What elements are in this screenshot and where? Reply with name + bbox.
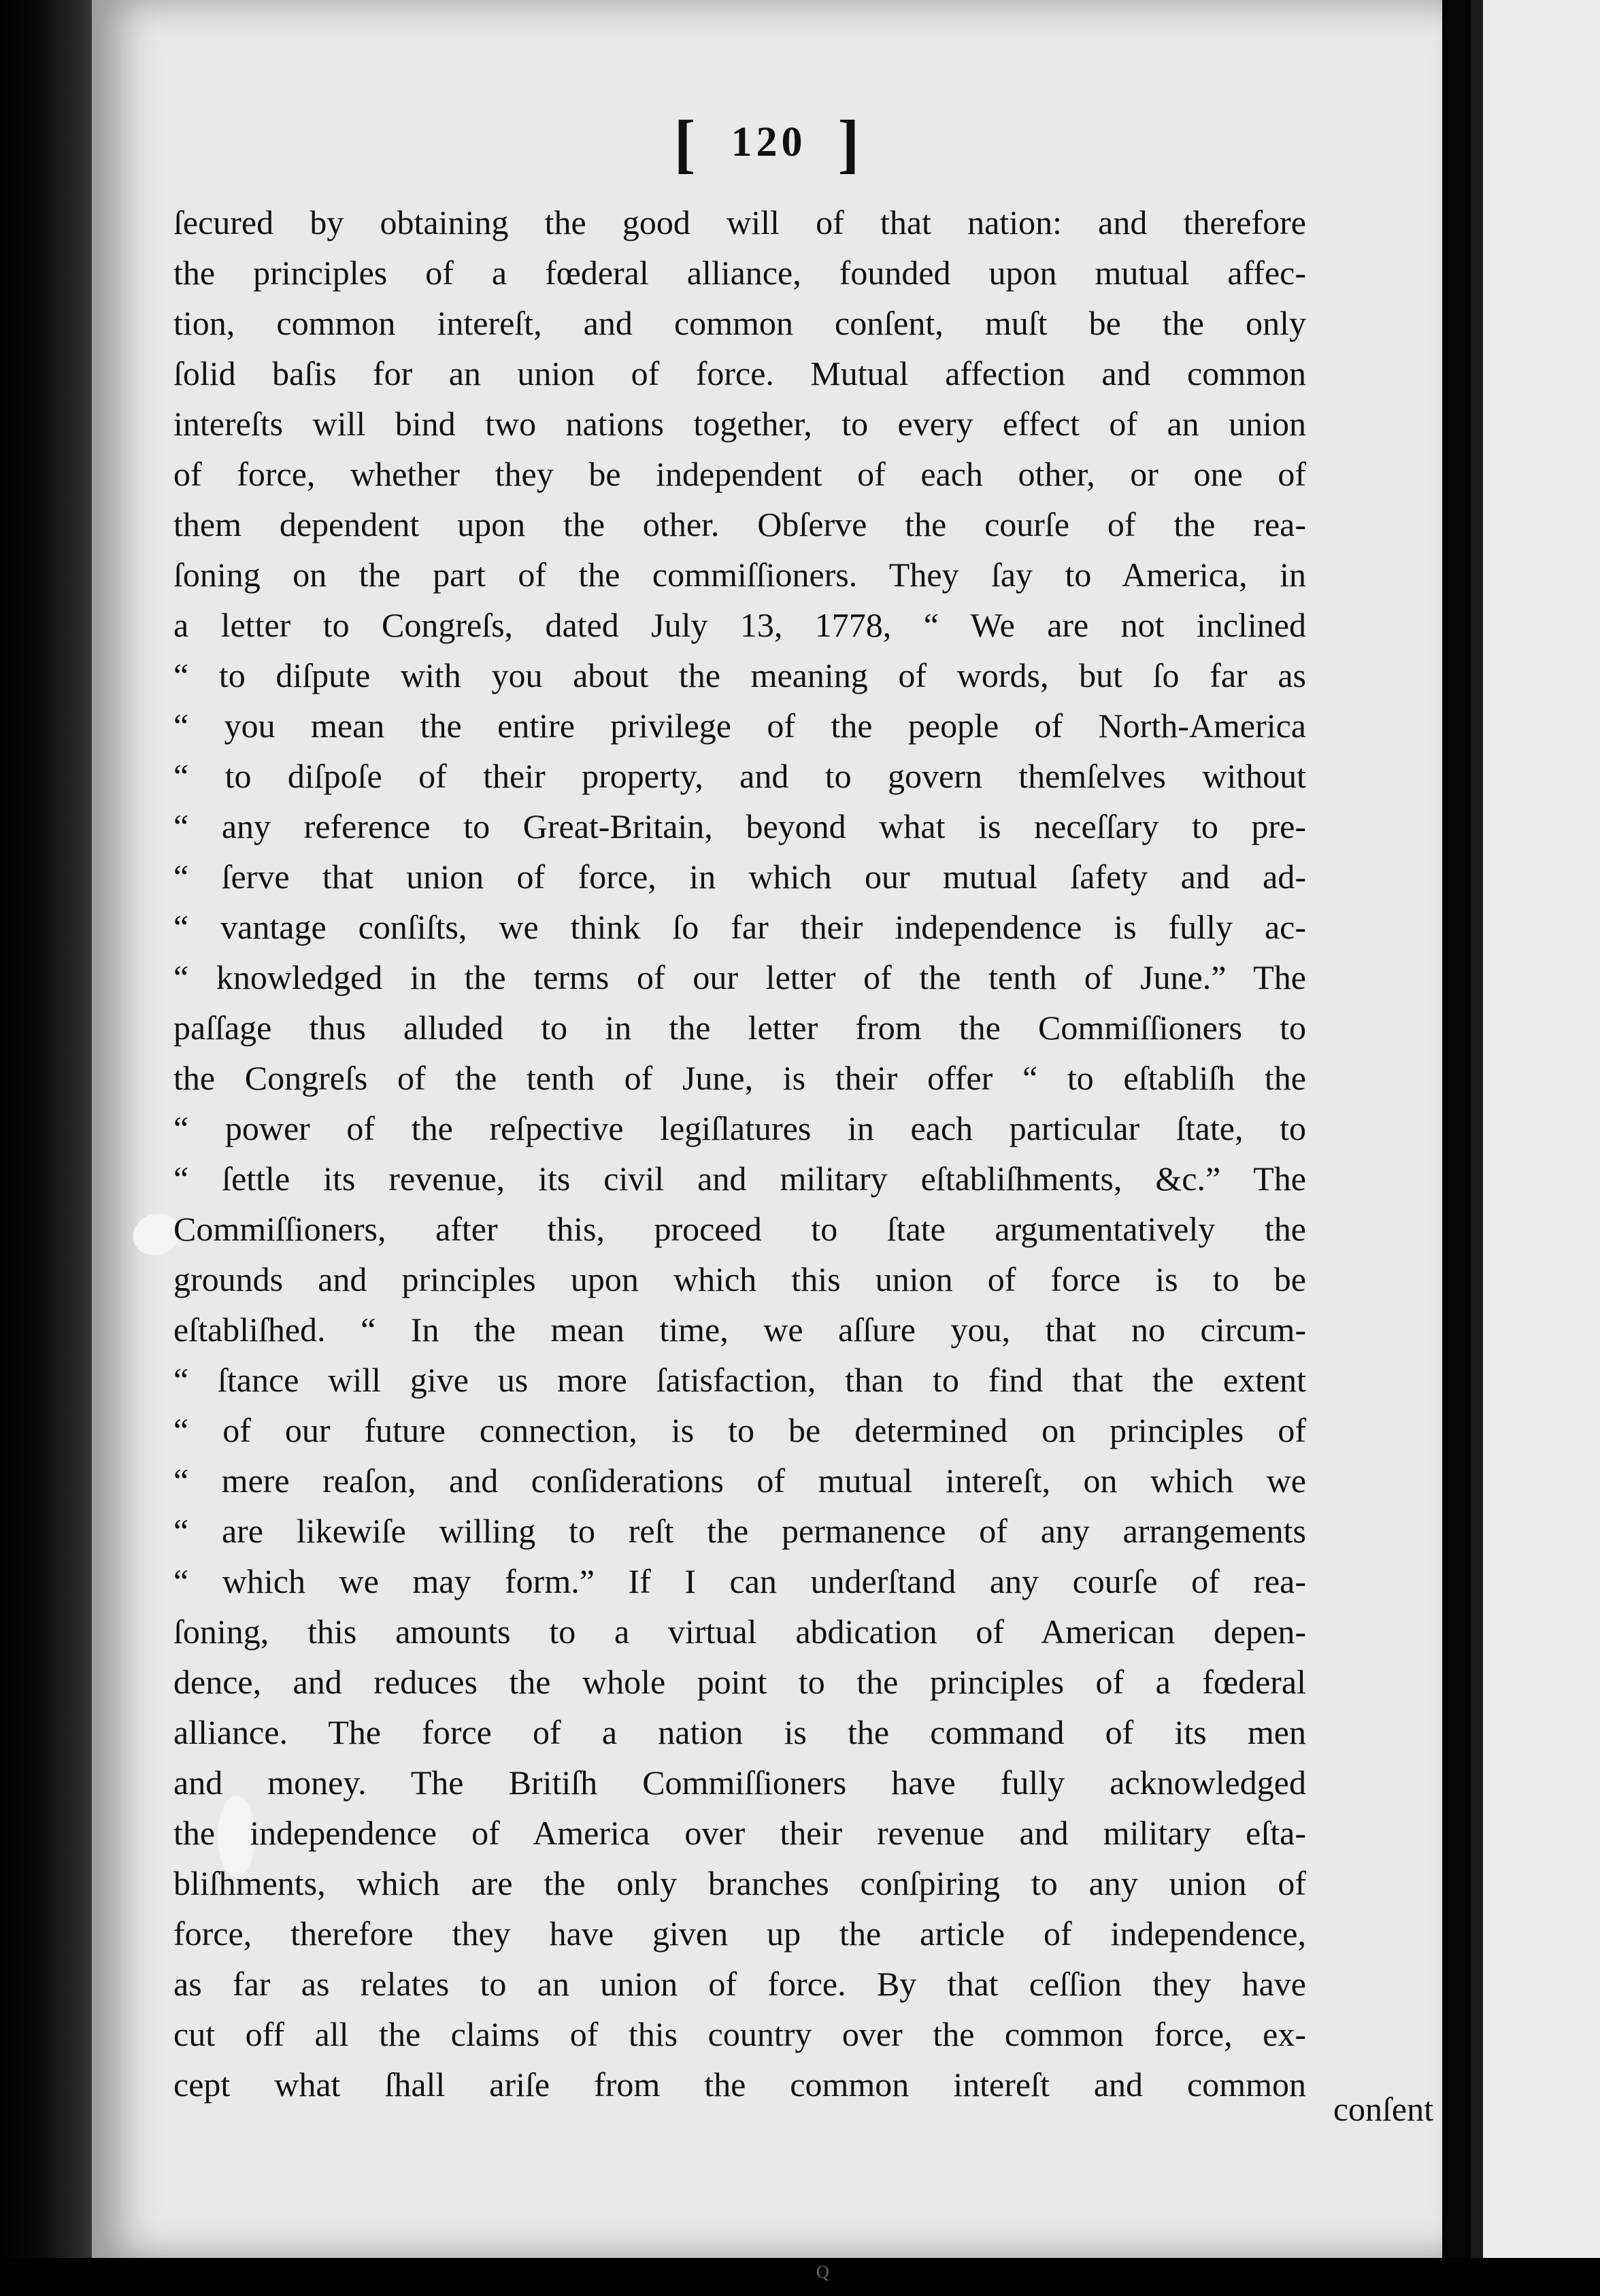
- text-line: “ to diſpoſe of their property, and to govern themſelves without: [173, 757, 1306, 795]
- text-line: as far as relates to an union of force. By that ceſſion they have: [173, 1965, 1306, 2003]
- text-line: a letter to Congreſs, dated July 13, 1778, “ We are not inclined: [173, 606, 1306, 644]
- left-bracket: [: [673, 107, 700, 180]
- text-line: “ ſettle its revenue, its civil and military eſtabliſhments, &c.” The: [173, 1160, 1306, 1198]
- text-line: “ knowledged in the terms of our letter of the tenth of June.” The: [173, 958, 1306, 996]
- text-line: intereſts will bind two nations together, to every effect of an union: [173, 405, 1306, 443]
- page-gutter: [1442, 0, 1471, 2296]
- text-line: paſſage thus alluded to in the letter from the Commiſſioners to: [173, 1009, 1306, 1047]
- text-line: “ any reference to Great-Britain, beyond what is neceſſary to pre-: [173, 807, 1306, 845]
- text-line: them dependent upon the other. Obſerve the courſe of the rea-: [173, 505, 1306, 543]
- text-line: “ ſtance will give us more ſatisfaction, than to find that the extent: [173, 1361, 1306, 1399]
- text-line: cept what ſhall ariſe from the common intereſt and common: [173, 2065, 1306, 2104]
- text-line: ſoning, this amounts to a virtual abdication of American depen-: [173, 1613, 1306, 1651]
- binding-shadow: [0, 0, 95, 2296]
- text-line: the Congreſs of the tenth of June, is their offer “ to eſtabliſh the: [173, 1059, 1306, 1097]
- text-line: “ of our future connection, is to be determined on principles of: [173, 1411, 1306, 1449]
- text-line: “ mere reaſon, and conſiderations of mutual intereſt, on which we: [173, 1462, 1306, 1500]
- text-line: “ to diſpute with you about the meaning of words, but ſo far as: [173, 656, 1306, 694]
- scan-bottom-border: [0, 2258, 1600, 2296]
- text-line: alliance. The force of a nation is the command of its men: [173, 1713, 1306, 1751]
- text-line: cut off all the claims of this country over the common force, ex-: [173, 2015, 1306, 2053]
- text-line: “ power of the reſpective legiſlatures in each particular ſtate, to: [173, 1109, 1306, 1147]
- facing-page-edge: [1471, 0, 1600, 2296]
- text-line: “ ſerve that union of force, in which our mutual ſafety and ad-: [173, 858, 1306, 896]
- text-line: tion, common intereſt, and common conſent, muſt be the only: [173, 304, 1306, 342]
- text-line: ſolid baſis for an union of force. Mutual affection and common: [173, 354, 1306, 392]
- text-line: force, therefore they have given up the article of independence,: [173, 1914, 1306, 1953]
- text-line: grounds and principles upon which this union of force is to be: [173, 1260, 1306, 1298]
- text-line: “ you mean the entire privilege of the people of North-America: [173, 707, 1306, 745]
- text-line: “ are likewiſe willing to reſt the permanence of any arrangements: [173, 1512, 1306, 1550]
- text-line: ſecured by obtaining the good will of that nation: and therefore: [173, 203, 1306, 241]
- text-line: of force, whether they be independent of each other, or one of: [173, 455, 1306, 493]
- signature-mark: Q: [816, 2262, 829, 2282]
- text-line: ſoning on the part of the commiſſioners. They ſay to America, in: [173, 556, 1306, 594]
- text-line: “ vantage conſiſts, we think ſo far their independence is fully ac-: [173, 908, 1306, 946]
- text-line: and money. The Britiſh Commiſſioners have fully acknowledged: [173, 1763, 1306, 1802]
- catchword: conſent: [1333, 2090, 1433, 2128]
- text-line: the principles of a fœderal alliance, founded upon mutual affec-: [173, 254, 1306, 292]
- text-line: Commiſſioners, after this, proceed to ſtate argumentatively the: [173, 1210, 1306, 1248]
- text-line: “ which we may form.” If I can underſtand any courſe of rea-: [173, 1562, 1306, 1600]
- text-line: eſtabliſhed. “ In the mean time, we aſſure you, that no circum-: [173, 1311, 1306, 1349]
- text-line: the independence of America over their revenue and military eſta-: [173, 1814, 1306, 1852]
- page-number: 120: [731, 119, 807, 165]
- facing-page-shadow: [1471, 0, 1483, 2296]
- text-line: dence, and reduces the whole point to the principles of a fœderal: [173, 1663, 1306, 1701]
- page-header: [92, 105, 1446, 181]
- text-line: bliſhments, which are the only branches conſpiring to any union of: [173, 1864, 1306, 1902]
- right-bracket: ]: [837, 107, 864, 180]
- body-text: [173, 197, 1306, 2110]
